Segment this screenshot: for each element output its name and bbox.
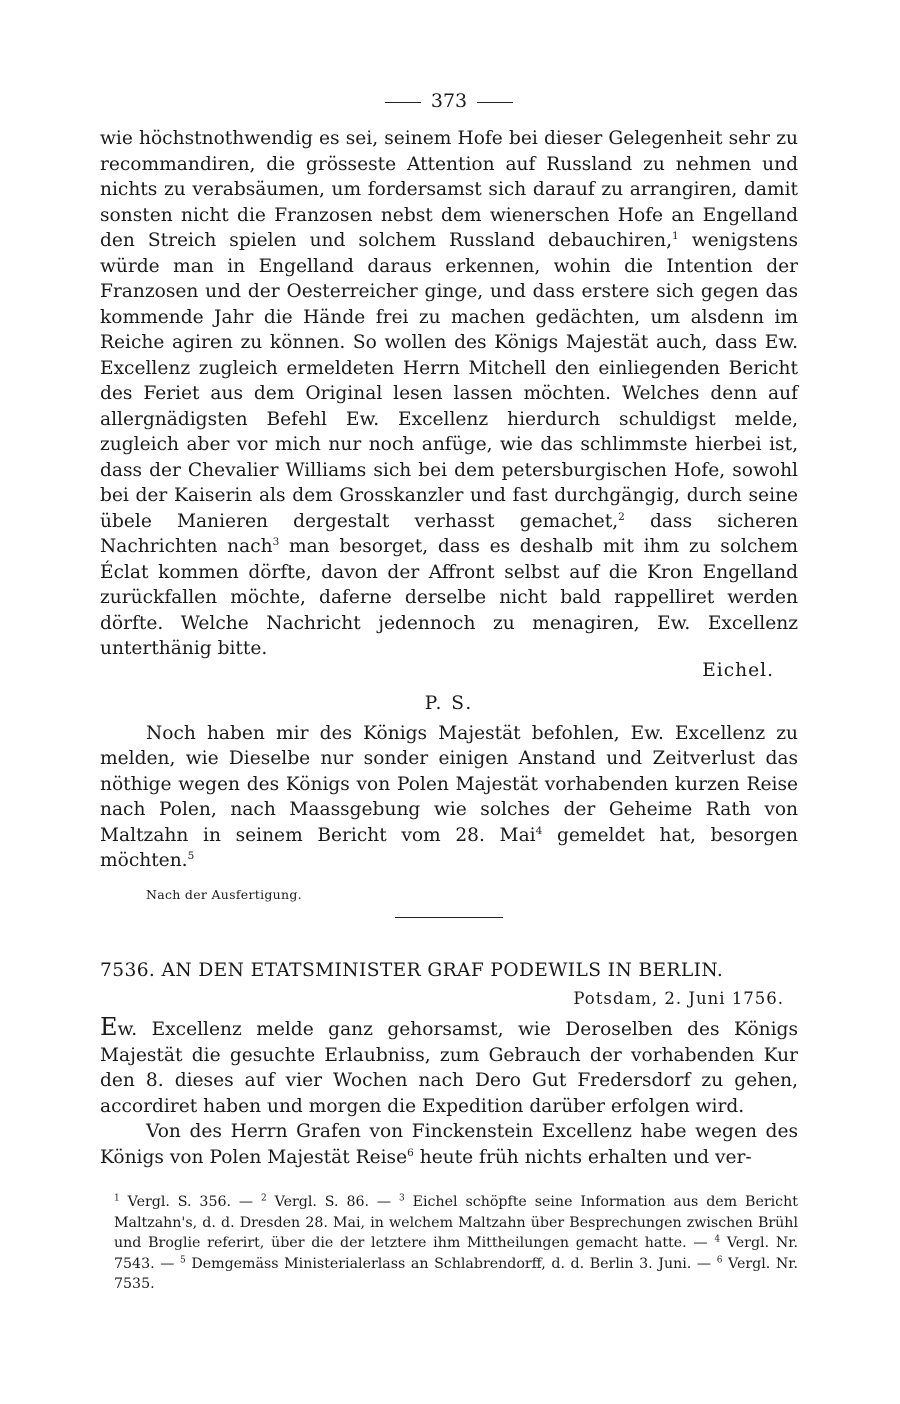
footnotes-paragraph	[114, 1192, 798, 1295]
header-dash-right	[477, 102, 513, 103]
letter-line-2: zu recommandiren, die grösseste Attention auf Russland zu nehmen und	[100, 128, 798, 175]
letter-text-after-fn3: man besorget, dass es deshalb mit ihm zu solchem Éclat kommen dörfte, davon der Affront selbst auf die Kron Engelland zurückfallen möchte, daferne derselbe nicht bald rappelliret werden dörfte. Welche Nachricht jedennoch zu menagiren, Ew. Excellenz unterthänig bitte.	[100, 536, 798, 659]
letter-line-4: sonsten nicht die Franzosen nebst dem wienerschen Hofe an Engelland	[100, 204, 798, 226]
drop-cap: E	[100, 1013, 118, 1041]
postscript-text-b: gemeldet hat, besorgen möchten.	[100, 824, 798, 871]
document-paragraph-1	[100, 1015, 798, 1119]
footnote-text-4: Vergl. Nr. 7543. —	[114, 1235, 798, 1272]
letter-line-1: wie höchstnothwendig es sei, seinem Hofe bei dieser Gelegenheit sehr	[100, 128, 771, 149]
footnote-mark-3: 3	[399, 1193, 405, 1204]
footnote-mark-6: 6	[716, 1254, 723, 1265]
footnote-text-3: Eichel schöpfte seine Information aus dem Bericht Maltzahn's, d. d. Dresden 28. Mai, in welchem Maltzahn über Besprechungen zwischen Brühl und Broglie referirt, über die der letztere ihm Mittheilungen gemacht hatte. —	[114, 1194, 798, 1251]
footnote-ref-3[interactable]: 3	[272, 535, 280, 548]
footnote-text-1: Vergl. S. 356. —	[127, 1194, 254, 1210]
document-paragraph-1-text: w. Excellenz melde ganz gehorsamst, wie Deroselben des Königs Majestät die gesuchte Erlaubniss, zum Gebrauch der vorhabenden Kur den 8. dieses auf vier Wochen nach Dero Gut Fredersdorf zu gehen, accordiret haben und morgen die Expedition darüber erfolgen wird.	[100, 1019, 798, 1117]
footnote-mark-2: 2	[261, 1193, 267, 1204]
footnote-ref-6[interactable]: 6	[407, 1146, 414, 1159]
footnote-text-5: Demgemäss Ministerialerlass an Schlabrendorff, d. d. Berlin 3. Juni. —	[191, 1255, 712, 1272]
page-number: 373	[430, 90, 468, 112]
dateline: Potsdam, 2. Juni 1756.	[573, 988, 784, 1008]
letter-line-3: nichts zu verabsäumen, um fordersamst sich darauf zu arrangiren, damit	[100, 179, 798, 200]
page-header	[100, 90, 798, 112]
source-note: Nach der Ausfertigung.	[146, 886, 302, 902]
signature: Eichel.	[702, 659, 774, 681]
postscript-paragraph	[100, 721, 798, 874]
document-paragraph-2-text-a: Von des Herrn Grafen von Finckenstein Excellenz habe wegen des Königs von Polen Majestät Reise	[100, 1121, 798, 1168]
letter-text-after-fn2: dass sicheren Nachrichten nach	[100, 510, 798, 557]
document-paragraph-2	[100, 1119, 798, 1170]
footnote-ref-2[interactable]: 2	[618, 510, 625, 523]
footnote-mark-5: 5	[180, 1254, 186, 1265]
section-divider	[395, 917, 503, 918]
footnote-text-2: Vergl. S. 86. —	[274, 1194, 392, 1210]
header-dash-left	[385, 102, 421, 103]
postscript-text-a: Noch haben mir des Königs Majestät befohlen, Ew. Excellenz zu melden, wie Dieselbe nur sonder einigen Anstand und Zeitverlust das nöthige wegen des Königs von Polen Majestät vorhabenden kurzen Reise nach Polen, nach Maassgebung wie solches der Geheime Rath von Maltzahn in seinem Bericht vom 28. Mai	[100, 722, 798, 846]
document-title: 7536. AN DEN ETATSMINISTER GRAF PODEWILS IN BERLIN.	[100, 960, 724, 981]
document-paragraph-2-text-b: heute früh nichts erhalten und ver-	[419, 1146, 752, 1168]
footnote-ref-1[interactable]: 1	[672, 229, 679, 242]
footnote-ref-5[interactable]: 5	[187, 849, 195, 862]
footnote-mark-1: 1	[114, 1193, 120, 1204]
footnote-text-6: Vergl. Nr. 7535.	[114, 1255, 799, 1292]
letter-text-after-fn1: wenigstens würde man in Engelland daraus erkennen, wohin die Intention der Franzosen und der Oesterreicher ginge, und dass erstere sich gegen das kommende Jahr die Hände frei zu machen gedächten, um alsdenn im Reiche agiren zu können. So wollen des Königs Majestät auch, dass Ew. Excellenz zugleich ermeldeten Herrn Mitchell den einliegenden Bericht des Feriet aus dem Original lesen lassen möchten. Welches denn auf allergnädigsten Befehl Ew. Excellenz hierdurch schuldigst melde, zugleich aber vor mich nur noch anfüge, wie das schlimmste hierbei ist, dass der Chevalier Williams sich bei dem petersburgischen Hofe, sowohl bei der Kaiserin als dem Grosskanzler und fast durchgängig, durch seine übele Manieren dergestalt verhasst gemachet,	[100, 230, 798, 532]
letter-body	[100, 126, 798, 907]
footnote-ref-4[interactable]: 4	[535, 824, 543, 837]
document-page	[100, 90, 798, 1295]
postscript-heading: P. S.	[424, 693, 474, 714]
document-body	[100, 958, 798, 1170]
letter-paragraph	[100, 126, 798, 662]
footnotes	[100, 1192, 798, 1295]
footnote-mark-4: 4	[714, 1234, 721, 1245]
letter-line-5: den Streich spielen und solchem Russland debauchiren,	[100, 230, 673, 251]
